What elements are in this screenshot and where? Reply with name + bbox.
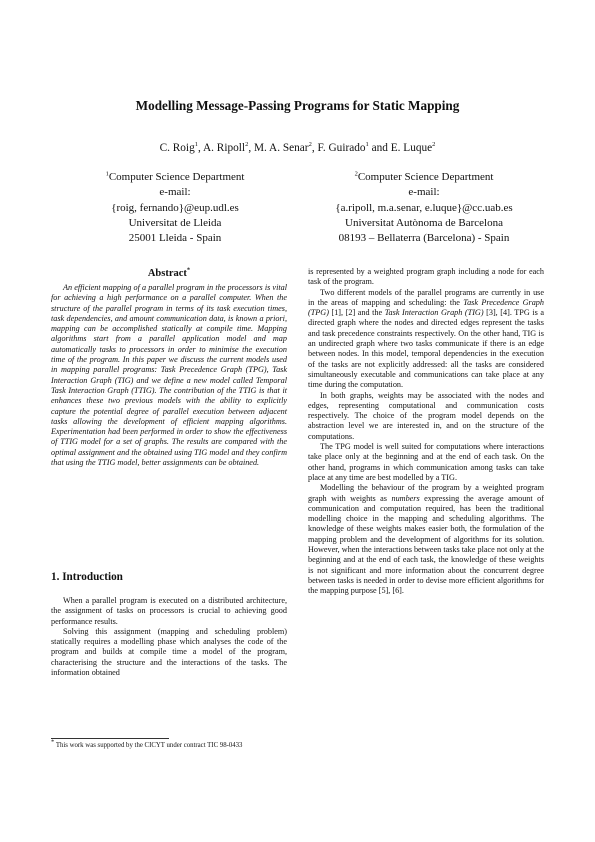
footnote-rule xyxy=(51,738,169,739)
text-run: [3], [4]. TPG is a directed graph where the nodes and directed edges represent the tasks and task precedence constraints respectively. On the other hand, TIG is an undirected graph where two tasks communicate if there is an edge between nodes. In this model, temporal dependencies in the execution of the tasks are not explicitly addressed: all the tasks are considered simultaneously executable and communications can take place at any time during the computation. xyxy=(308,308,545,390)
email-label: e-mail: xyxy=(159,186,191,199)
affiliation-mark: 1 xyxy=(105,170,109,178)
footnote-mark: * xyxy=(51,738,55,746)
right-paragraph xyxy=(308,483,544,596)
right-paragraph: In both graphs, weights may be associated with the nodes and edges, representing computational and communication costs respectively. The choice of the program model depends on the abstraction level we are interested in, and on the structure of the computations. xyxy=(308,390,544,441)
author-line xyxy=(0,142,595,154)
abstract-body xyxy=(51,283,287,468)
author-mark: 1 xyxy=(365,141,369,149)
author-sep: , xyxy=(248,142,254,154)
abstract-heading xyxy=(51,268,287,279)
intro-paragraph: When a parallel program is executed on a distributed architecture, the assignment of tasks on processors is crucial to achieving good performance results. xyxy=(51,596,287,626)
introduction-body xyxy=(51,596,287,678)
footnote-text: This work was supported by the CICYT under contract TIC 98-0433 xyxy=(55,742,243,749)
footnote xyxy=(51,738,291,749)
author-mark: 2 xyxy=(308,141,312,149)
affiliation-dept: Computer Science Department xyxy=(108,171,245,183)
affiliation-dept: Computer Science Department xyxy=(357,171,494,183)
affiliation-email: {roig, fernando}@eup.udl.es xyxy=(111,201,239,214)
right-paragraph: The TPG model is well suited for computations where interactions take place only at the beginning and at the end of each task. On the other hand, programs in which communication among tasks can take place at any time are best modelled by a TIG. xyxy=(308,442,544,482)
affiliation-university: Universitat Autònoma de Barcelona xyxy=(345,216,503,229)
affiliation-city: 08193 – Bellaterra (Barcelona) - Spain xyxy=(338,232,510,245)
author-mark: 2 xyxy=(245,141,249,149)
affiliation-2 xyxy=(318,170,530,246)
term-tig: Task Interaction Graph (TIG) xyxy=(384,308,484,318)
affiliation-mark: 2 xyxy=(354,170,358,178)
abstract-paragraph: An efficient mapping of a parallel program in the processors is vital for achieving a high performance on a parallel computer. When the structure of the parallel program in terms of its task execution times, task dependencies, and amount communication data, is known a priori, mapping can be accomplished statically at compile time. Mapping algorithms start from a parallel application model and map automatically tasks to processors in order to minimise the execution time of the program. In this paper we discuss the current models used in mapping parallel programs: Task Precedence Graph (TPG), Task Interaction Graph (TIG) and we define a new model called Temporal Task Interaction Graph (TTIG). The contribution of the TTIG is that it enhances these two previous models with the ability to explicitly capture the potential degree of parallel execution between adjacent tasks allowing the development of efficient mapping algorithms. Experimentation had been performed in order to show the effectiveness of TTIG model for a set of graphs. The results are compared with the optimal assignment and the obtained using TIG model and they confirm that using the TTIG model, better assignments can be obtained. xyxy=(51,283,287,468)
affiliation-university: Universitat de Lleida xyxy=(128,216,222,229)
intro-paragraph: Solving this assignment (mapping and scheduling problem) statically requires a modelling phase which analyses the code of the program and builds at compile time a model of the program, characterising the structure and the interactions of the tasks. The information obtained xyxy=(51,626,287,678)
paper-title: Modelling Message-Passing Programs for Static Mapping xyxy=(135,98,460,113)
abstract-heading-text: Abstract xyxy=(147,268,187,279)
text-run: Modelling the behaviour of the program by a weighted program graph with weights as xyxy=(308,483,544,503)
author: A. Ripoll xyxy=(203,142,246,154)
right-paragraph: is represented by a weighted program graph including a node for each task of the program. xyxy=(308,267,544,287)
author-sep: , xyxy=(197,142,203,154)
author-mark: 2 xyxy=(432,141,436,149)
text-run: [1], [2] and the xyxy=(328,308,385,318)
text-run: Two different models of the parallel programs are currently in use in the areas of mapping and scheduling: the xyxy=(308,287,544,307)
author-sep: , xyxy=(311,142,318,154)
author: C. Roig xyxy=(159,142,195,154)
term-tpg: Task Precedence Graph (TPG) xyxy=(308,297,544,318)
right-paragraph xyxy=(308,288,544,391)
affiliation-1 xyxy=(80,170,270,246)
right-column xyxy=(308,267,544,597)
emphasis: numbers xyxy=(391,493,420,503)
section-heading-introduction: 1. Introduction xyxy=(51,571,123,583)
abstract-footnote-mark: * xyxy=(186,266,191,274)
author: E. Luque xyxy=(390,142,433,154)
author-sep: and xyxy=(368,142,391,154)
email-label: e-mail: xyxy=(408,186,440,199)
author: F. Guirado xyxy=(317,142,366,154)
text-run: expressing the average amount of communication and computation required, has been the traditional modelling choice in the mapping and scheduling algorithms. The knowledge of these weights makes easier both, the formulation of the mapping problem and the development of algorithms for its solution. However, when the interactions between tasks take place not only at the beginning and at the end of each task, the knowledge of these weights is not significant and more information about the concurrent degree between tasks is needed in order to devise more efficient algorithms for the mapping purpose [5], [6]. xyxy=(308,493,544,596)
author-mark: 1 xyxy=(194,141,198,149)
author: M. A. Senar xyxy=(253,142,309,154)
affiliation-email: {a.ripoll, m.a.senar, e.luque}@cc.uab.es xyxy=(335,201,513,214)
affiliation-city: 25001 Lleida - Spain xyxy=(128,232,222,245)
